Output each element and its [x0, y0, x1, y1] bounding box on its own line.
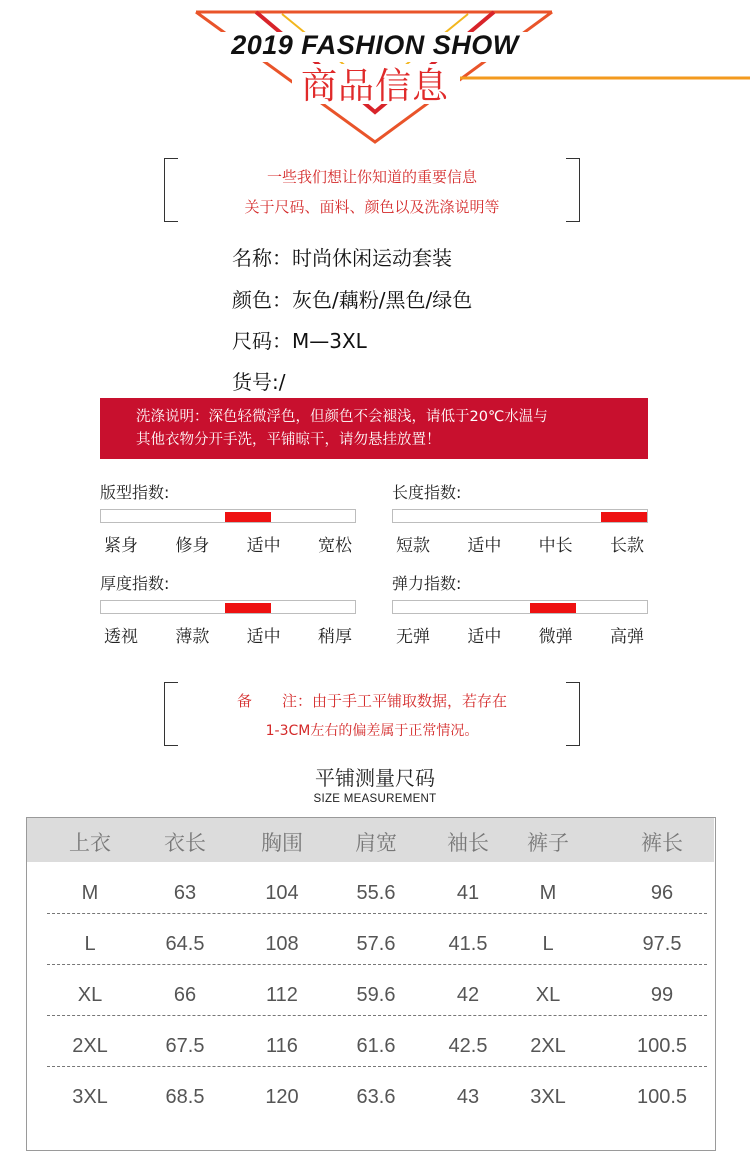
stretch-label-4: 高弹 — [609, 627, 644, 647]
fit-label-3: 适中 — [246, 536, 281, 556]
header-cell: 肩宽 — [355, 831, 397, 855]
row-divider — [47, 1015, 707, 1016]
size-table — [26, 817, 716, 1151]
table-cell: 42.5 — [448, 1035, 488, 1057]
table-cell: 96 — [650, 882, 674, 904]
table-row — [27, 919, 714, 970]
table-cell: 61.6 — [356, 1035, 396, 1057]
fit-index-labels — [100, 531, 356, 556]
stretch-index-fill — [530, 603, 576, 613]
thickness-label-1: 透视 — [104, 627, 138, 647]
size-table-header — [27, 818, 714, 862]
table-cell: 116 — [266, 1035, 298, 1057]
fit-index-title: 版型指数: — [100, 483, 170, 502]
table-cell: 3XL — [72, 1086, 108, 1108]
stretch-label-3: 微弹 — [538, 627, 573, 647]
thickness-index-bar — [100, 600, 356, 614]
table-cell: 68.5 — [165, 1086, 205, 1108]
length-label-1: 短款 — [396, 536, 430, 556]
info-color: 颜色：灰色/藕粉/黑色/绿色 — [232, 288, 473, 312]
header-subtitle: 商品信息 — [300, 66, 449, 107]
remark-line-1: 备 注：由于手工平铺取数据，若存在 — [236, 692, 507, 710]
table-cell: 43 — [456, 1086, 480, 1108]
table-cell: 59.6 — [356, 984, 396, 1006]
length-label-3: 中长 — [538, 536, 573, 556]
stretch-label-2: 适中 — [467, 627, 502, 647]
notice-line-2: 关于尺码、面料、颜色以及洗涤说明等 — [244, 198, 500, 216]
info-name: 名称：时尚休闲运动套装 — [232, 246, 452, 270]
table-cell: 108 — [265, 933, 299, 955]
table-cell: 55.6 — [356, 882, 396, 904]
header-title: 2019 FASHION SHOW — [231, 30, 519, 60]
table-cell: 2XL — [530, 1035, 566, 1057]
table-cell: XL — [77, 984, 103, 1006]
remark-line-2: 1-3CM左右的偏差属于正常情况。 — [265, 723, 479, 739]
table-cell: 67.5 — [165, 1035, 205, 1057]
table-cell: M — [81, 882, 99, 904]
table-cell: 112 — [266, 984, 298, 1006]
wash-instructions-banner — [100, 398, 648, 459]
table-row — [27, 1072, 714, 1123]
thickness-label-3: 适中 — [246, 627, 281, 647]
table-cell: 63.6 — [356, 1086, 396, 1108]
table-cell: L — [542, 933, 554, 955]
table-cell: XL — [535, 984, 561, 1006]
stretch-index-title: 弹力指数: — [392, 574, 462, 593]
table-cell: 41 — [456, 882, 480, 904]
thickness-index-fill — [225, 603, 271, 613]
table-cell: 104 — [265, 882, 299, 904]
fit-label-1: 紧身 — [104, 536, 138, 556]
header-cell: 衣长 — [164, 831, 206, 855]
table-cell: 3XL — [530, 1086, 566, 1108]
stretch-label-1: 无弹 — [396, 627, 430, 647]
row-divider — [47, 1066, 707, 1067]
table-cell: 42 — [456, 984, 480, 1006]
table-row — [27, 1021, 714, 1072]
row-divider — [47, 913, 707, 914]
header-cell: 裤子 — [527, 831, 569, 855]
thickness-label-4: 稍厚 — [317, 627, 352, 647]
notice-line-1: 一些我们想让你知道的重要信息 — [266, 168, 477, 186]
table-cell: L — [84, 933, 96, 955]
table-cell: 64.5 — [165, 933, 205, 955]
fit-label-2: 修身 — [175, 536, 210, 556]
info-size: 尺码：M—3XL — [232, 329, 367, 353]
length-index-title: 长度指数: — [392, 483, 462, 502]
thickness-label-2: 薄款 — [175, 627, 210, 647]
stretch-index-bar — [392, 600, 648, 614]
info-item-no: 货号:/ — [232, 370, 286, 394]
table-cell: 66 — [173, 984, 197, 1006]
header-cell: 上衣 — [69, 831, 111, 855]
row-divider — [47, 964, 707, 965]
header-cell: 胸围 — [261, 831, 303, 855]
table-cell: 41.5 — [448, 933, 488, 955]
table-cell: M — [539, 882, 557, 904]
thickness-index-labels — [100, 622, 356, 647]
measure-title: 平铺测量尺码 — [315, 766, 435, 790]
table-row — [27, 868, 714, 919]
length-label-2: 适中 — [467, 536, 502, 556]
header-cell: 裤长 — [641, 831, 683, 855]
table-cell: 100.5 — [636, 1086, 688, 1108]
fit-label-4: 宽松 — [317, 536, 352, 556]
wash-line-1: 洗涤说明：深色轻微浮色，但颜色不会褪浅，请低于20℃水温与 — [136, 409, 548, 425]
length-index-bar — [392, 509, 648, 523]
table-cell: 57.6 — [356, 933, 396, 955]
table-row — [27, 970, 714, 1021]
thickness-index-title: 厚度指数: — [100, 574, 170, 593]
table-cell: 99 — [650, 984, 674, 1006]
remark-box — [164, 682, 580, 746]
wash-line-2: 其他衣物分开手洗，平铺晾干，请勿悬挂放置！ — [136, 432, 441, 448]
table-cell: 63 — [173, 882, 197, 904]
fit-index-fill — [225, 512, 271, 522]
fit-index-bar — [100, 509, 356, 523]
header-cell: 袖长 — [447, 831, 489, 855]
table-cell: 100.5 — [636, 1035, 688, 1057]
notice-box — [164, 158, 580, 222]
measure-subtitle: SIZE MEASUREMENT — [313, 793, 437, 805]
table-cell: 2XL — [72, 1035, 108, 1057]
length-index-fill — [601, 512, 647, 522]
stretch-index-labels — [392, 622, 648, 647]
length-label-4: 长款 — [609, 536, 644, 556]
length-index-labels — [392, 531, 648, 556]
table-cell: 120 — [265, 1086, 299, 1108]
table-cell: 97.5 — [642, 933, 682, 955]
